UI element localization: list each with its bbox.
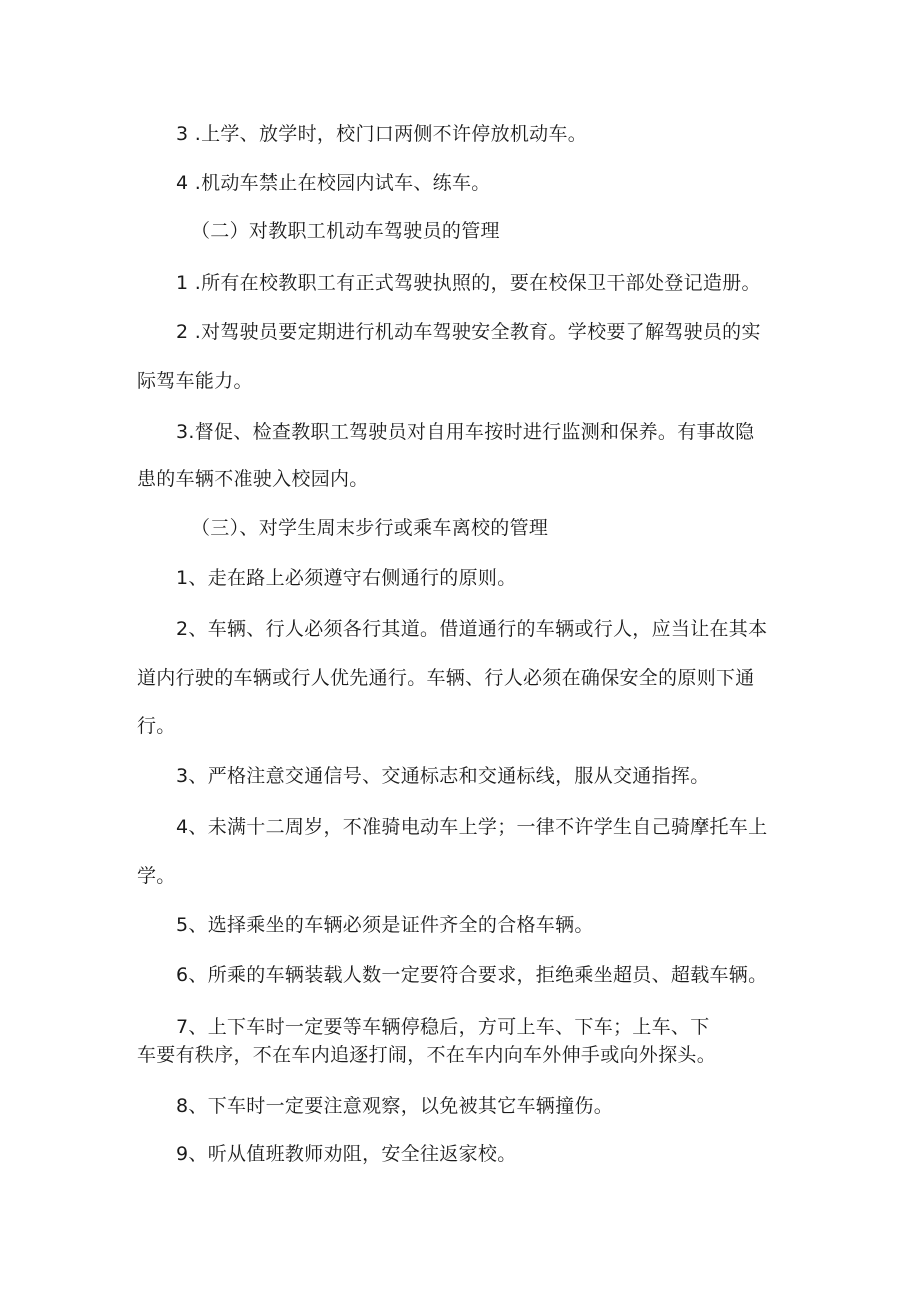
text-line-14: 3、严格注意交通信号、交通标志和交通标线，服从交通指挥。 [176, 765, 710, 787]
text-line-15: 4、未满十二周岁，不准骑电动车上学；一律不许学生自己骑摩托车上 [176, 816, 768, 838]
text-line-19: 7、上下车时一定要等车辆停稳后，方可上车、下车；上车、下 [176, 1016, 710, 1038]
text-line-10: 1、走在路上必须遵守右侧通行的原则。 [176, 567, 517, 589]
text-line-7: 3.督促、检查教职工驾驶员对自用车按时进行监测和保养。有事故隐 [176, 421, 755, 443]
text-line-8: 患的车辆不准驶入校园内。 [137, 468, 369, 490]
text-line-5: 2 .对驾驶员要定期进行机动车驾驶安全教育。学校要了解驾驶员的实 [176, 321, 761, 343]
text-line-13: 行。 [137, 715, 176, 737]
text-line-16: 学。 [137, 865, 176, 887]
text-line-20: 车要有秩序，不在车内追逐打闹，不在车内向车外伸手或向外探头。 [137, 1044, 717, 1066]
text-line-21: 8、下车时一定要注意观察，以免被其它车辆撞伤。 [176, 1095, 613, 1117]
text-line-12: 道内行驶的车辆或行人优先通行。车辆、行人必须在确保安全的原则下通 [137, 667, 755, 689]
text-line-18: 6、所乘的车辆装载人数一定要符合要求，拒绝乘坐超员、超载车辆。 [176, 964, 768, 986]
text-line-22: 9、听从值班教师劝阻，安全往返家校。 [176, 1143, 517, 1165]
text-line-1: 3 .上学、放学时，校门口两侧不许停放机动车。 [176, 123, 588, 145]
text-line-4: 1 .所有在校教职工有正式驾驶执照的，要在校保卫干部处登记造册。 [176, 272, 761, 294]
text-line-11: 2、车辆、行人必须各行其道。借道通行的车辆或行人，应当让在其本 [176, 618, 768, 640]
text-line-2: 4 .机动车禁止在校园内试车、练车。 [176, 172, 491, 194]
text-line-17: 5、选择乘坐的车辆必须是证件齐全的合格车辆。 [176, 914, 594, 936]
section-heading-2: （二）对教职工机动车驾驶员的管理 [191, 220, 500, 242]
text-line-6: 际驾车能力。 [137, 370, 253, 392]
section-heading-3: （三）、对学生周末步行或乘车离校的管理 [191, 517, 549, 539]
